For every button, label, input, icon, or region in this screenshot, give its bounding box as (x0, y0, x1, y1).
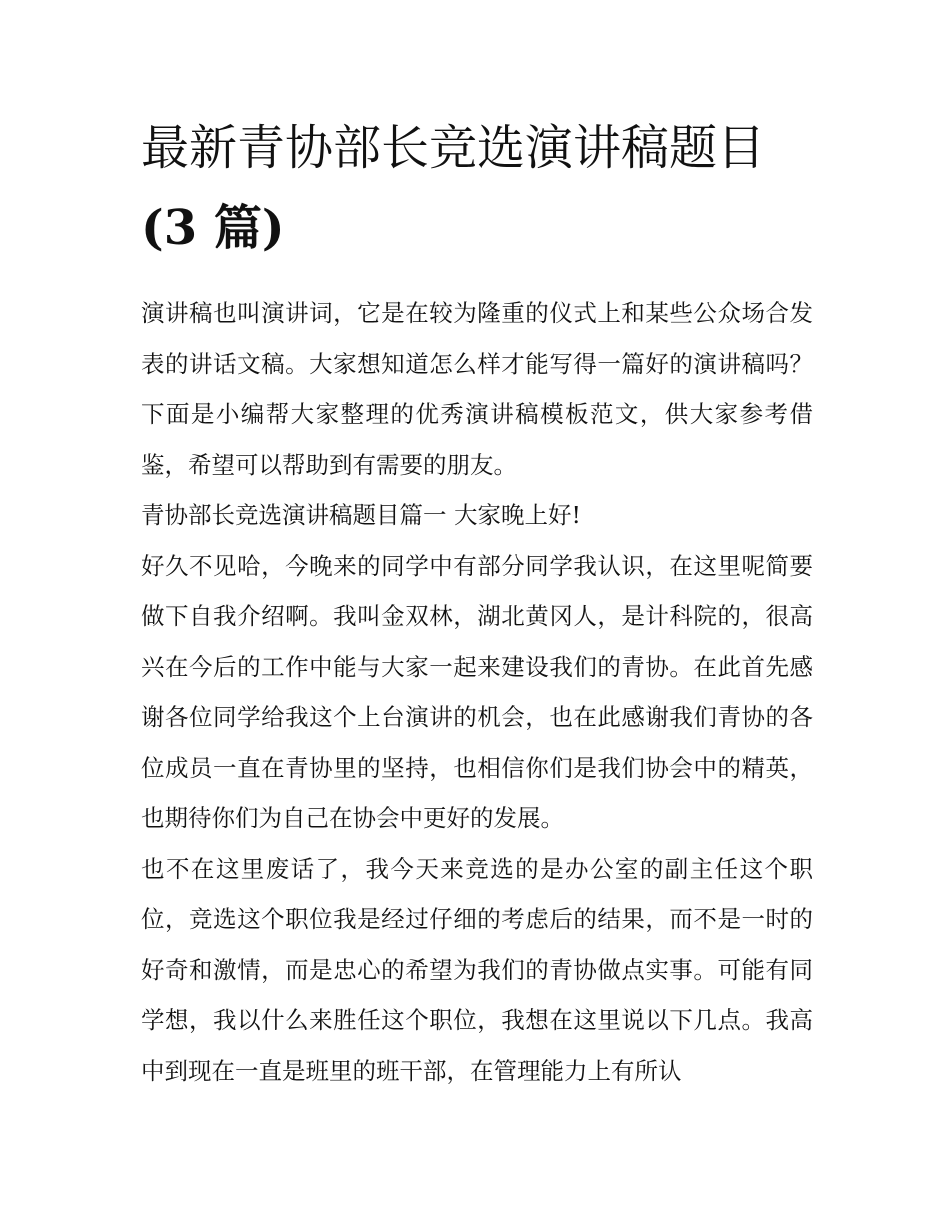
document-body (141, 288, 813, 1096)
document-title (141, 108, 813, 268)
document-page (141, 108, 813, 1096)
intro-paragraph: 演讲稿也叫演讲词，它是在较为隆重的仪式上和某些公众场合发表的讲话文稿。大家想知道怎么样才能写得一篇好的演讲稿吗？下面是小编帮大家整理的优秀演讲稿模板范文，供大家参考借鉴，希望可以帮助到有需要的朋友。 (141, 299, 813, 479)
section-heading-paragraph: 青协部长竞选演讲稿题目篇一 大家晚上好! (141, 501, 581, 529)
body-paragraph: 也不在这里废话了，我今天来竞选的是办公室的副主任这个职位，竞选这个职位我是经过仔细的考虑后的结果，而不是一时的好奇和激情，而是忠心的希望为我们的青协做点实事。可能有同学想，我以什么来胜任这个职位，我想在这里说以下几点。我高中到现在一直是班里的班干部，在管理能力上有所认 (141, 854, 813, 1085)
title-line-1: 最新青协部长竞选演讲稿题目 (141, 120, 766, 176)
title-line-2: (3 篇) (141, 200, 285, 256)
body-paragraph: 好久不见哈，今晚来的同学中有部分同学我认识，在这里呢简要做下自我介绍啊。我叫金双林，湖北黄冈人，是计科院的，很高兴在今后的工作中能与大家一起来建设我们的青协。在此首先感谢各位同学给我这个上台演讲的机会，也在此感谢我们青协的各位成员一直在青协里的坚持，也相信你们是我们协会中的精英，也期待你们为自己在协会中更好的发展。 (141, 551, 813, 832)
